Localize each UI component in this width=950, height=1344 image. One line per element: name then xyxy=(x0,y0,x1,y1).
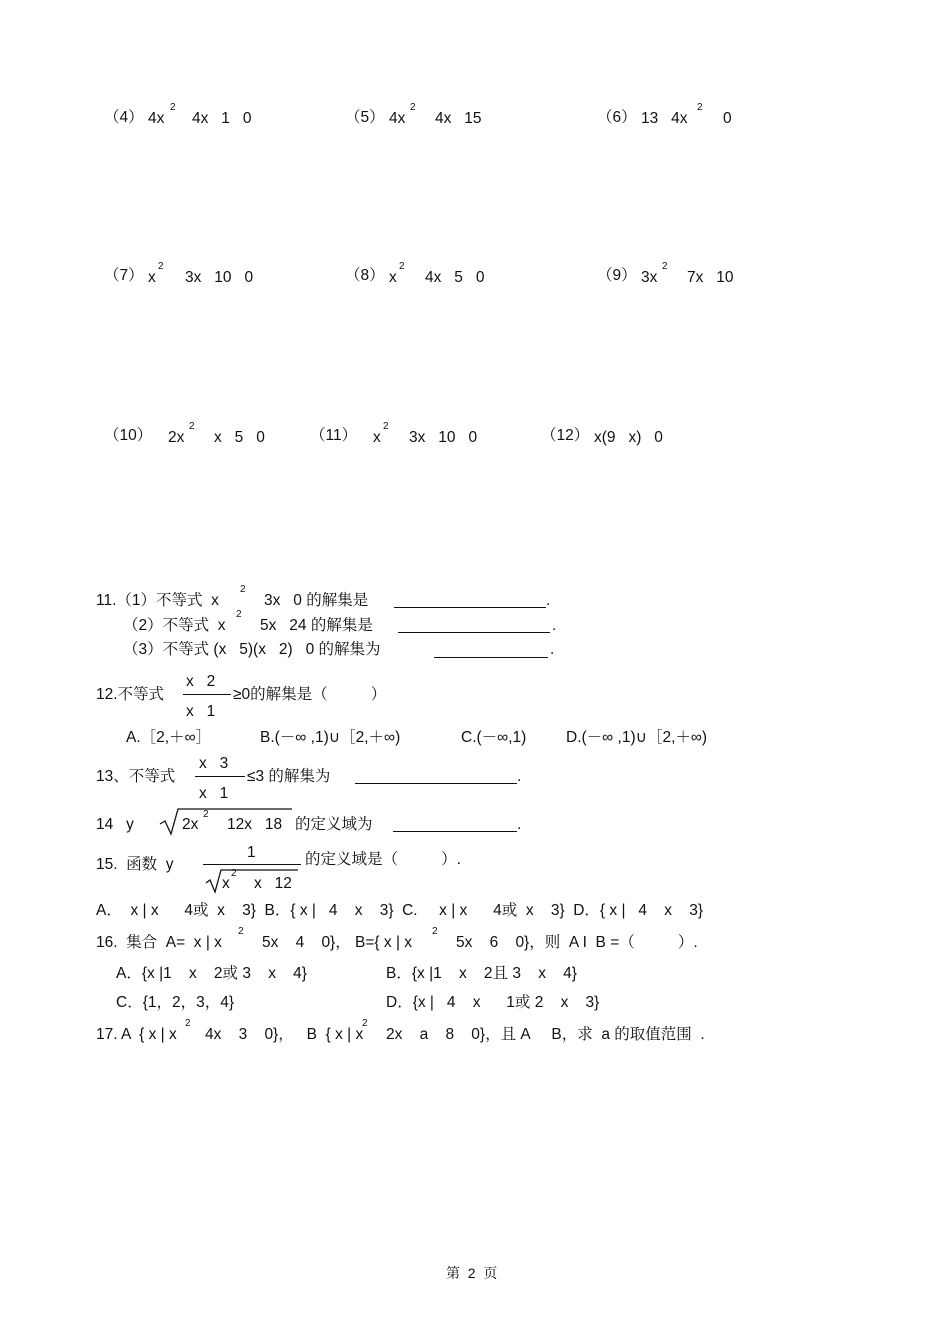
problem-11-num: （11） xyxy=(310,427,358,444)
problem-8-num: （8） xyxy=(345,267,385,284)
q12-fraction-bar xyxy=(183,694,231,695)
q15-numerator: 1 xyxy=(247,844,256,861)
q15-radicand-exp: 2 xyxy=(231,868,237,879)
problem-4-expr-b: 4x 1 0 xyxy=(192,110,252,127)
q17-c: 2x a 8 0}，且 A B，求 a 的取值范围 . xyxy=(386,1026,705,1043)
page-number: 第 2 页 xyxy=(446,1265,498,1281)
problem-6-expr-a: 13 4x xyxy=(641,110,688,127)
problem-12-expr: x(9 x) 0 xyxy=(594,429,663,446)
q16-option-b: B．{x |1 x 2且 3 x 4} xyxy=(386,965,577,982)
q17-a: 17. A { x | x xyxy=(96,1026,177,1043)
q15-label: 15. 函数 y xyxy=(96,856,174,873)
q16-line1-exp2: 2 xyxy=(432,926,438,937)
q11-line2-exp: 2 xyxy=(236,609,242,620)
problem-10-exp: 2 xyxy=(189,421,195,432)
q11-line2-a: （2）不等式 x xyxy=(123,617,226,634)
q13-tail: ≤3 的解集为 xyxy=(247,768,331,785)
q17-exp2: 2 xyxy=(362,1018,368,1029)
q14-radicand-exp: 2 xyxy=(203,809,209,820)
q13-fraction-bar xyxy=(195,776,245,777)
problem-9-exp: 2 xyxy=(662,261,668,272)
problem-9-num: （9） xyxy=(597,267,637,284)
q16-line1-exp1: 2 xyxy=(238,926,244,937)
problem-9-expr-a: 3x xyxy=(641,269,658,286)
problem-7-expr-b: 3x 10 0 xyxy=(185,269,254,286)
q16-option-d: D．{x | 4 x 1或 2 x 3} xyxy=(386,994,600,1011)
problem-9-expr-b: 7x 10 xyxy=(687,269,734,286)
q11-answer-blank-1[interactable] xyxy=(394,607,546,608)
problem-12-num: （12） xyxy=(541,427,590,444)
problem-10-expr-a: 2x xyxy=(168,429,185,446)
q12-label: 12.不等式 xyxy=(96,686,165,703)
q13-numerator: x 3 xyxy=(199,755,229,772)
problem-10-num: （10） xyxy=(104,427,153,444)
problem-11-expr-a: x xyxy=(373,429,381,446)
q12-numerator: x 2 xyxy=(186,673,216,690)
q17-exp1: 2 xyxy=(185,1018,191,1029)
problem-4-expr-a: 4x xyxy=(148,110,165,127)
q11-line1-dot: . xyxy=(546,592,551,609)
problem-7-num: （7） xyxy=(104,267,144,284)
q13-denominator: x 1 xyxy=(199,785,229,802)
q13-label: 13、不等式 xyxy=(96,768,176,785)
problem-6-num: （6） xyxy=(597,109,637,126)
q13-dot: . xyxy=(517,768,522,785)
q15-fraction-bar xyxy=(203,864,301,865)
q17-b: 4x 3 0}， B { x | x xyxy=(205,1026,364,1043)
q14-answer-blank[interactable] xyxy=(393,831,517,832)
q14-tail: 的定义域为 xyxy=(295,816,373,833)
problem-8-exp: 2 xyxy=(399,261,405,272)
problem-7-exp: 2 xyxy=(158,261,164,272)
problem-11-expr-b: 3x 10 0 xyxy=(409,429,478,446)
q15-radicand-a: x xyxy=(222,875,230,892)
problem-5-num: （5） xyxy=(345,109,385,126)
q12-denominator: x 1 xyxy=(186,703,216,720)
q16-option-c: C．{1，2，3，4} xyxy=(116,994,235,1011)
problem-7-expr-a: x xyxy=(148,269,156,286)
q12-option-b: B.(－∞ ,1)∪［2,＋∞) xyxy=(260,729,401,746)
problem-6-exp: 2 xyxy=(697,102,703,113)
problem-8-expr-b: 4x 5 0 xyxy=(425,269,485,286)
q12-option-a: A.［2,＋∞］ xyxy=(126,729,212,746)
problem-5-expr-b: 4x 15 xyxy=(435,110,482,127)
q14-radicand-b: 12x 18 xyxy=(227,816,283,833)
q11-line1-exp: 2 xyxy=(240,584,246,595)
q16-line1-b: 5x 4 0}， B={ x | x xyxy=(262,934,413,951)
q13-answer-blank[interactable] xyxy=(355,783,517,784)
q12-option-c: C.(－∞,1) xyxy=(461,729,527,746)
q15-radicand-b: x 12 xyxy=(254,875,292,892)
q11-line2-dot: . xyxy=(552,617,557,634)
q11-line3: （3）不等式 (x 5)(x 2) 0 的解集为 xyxy=(123,641,381,658)
q11-line3-dot: . xyxy=(550,641,555,658)
q15-options: A． x | x 4或 x 3} B．{ x | 4 x 3} C. x | x 4或 x 3} D．{ x | 4 x 3} xyxy=(96,902,704,919)
q14-dot: . xyxy=(517,816,522,833)
q12-option-d: D.(－∞ ,1)∪［2,＋∞) xyxy=(566,729,708,746)
q12-tail: ≥0的解集是（ ） xyxy=(233,686,387,703)
q11-line1-a: 11.（1）不等式 x xyxy=(96,592,219,609)
q14-radicand-a: 2x xyxy=(182,816,199,833)
q11-answer-blank-2[interactable] xyxy=(398,632,550,633)
q14-label: 14 y xyxy=(96,816,134,833)
q16-line1-a: 16. 集合 A= x | x xyxy=(96,934,222,951)
problem-10-expr-b: x 5 0 xyxy=(214,429,265,446)
q16-option-a: A．{x |1 x 2或 3 x 4} xyxy=(116,965,307,982)
problem-5-exp: 2 xyxy=(410,102,416,113)
problem-4-num: （4） xyxy=(104,109,144,126)
problem-4-exp: 2 xyxy=(170,102,176,113)
problem-6-expr-b: 0 xyxy=(723,110,732,127)
q16-line1-c: 5x 6 0}，则 A I B =（ ）. xyxy=(456,934,698,951)
problem-8-expr-a: x xyxy=(389,269,397,286)
problem-11-exp: 2 xyxy=(383,421,389,432)
q15-tail: 的定义域是（ ）. xyxy=(305,851,461,868)
q11-line1-b: 3x 0 的解集是 xyxy=(264,592,369,609)
q11-answer-blank-3[interactable] xyxy=(434,657,548,658)
q11-line2-b: 5x 24 的解集是 xyxy=(260,617,373,634)
problem-5-expr-a: 4x xyxy=(389,110,406,127)
